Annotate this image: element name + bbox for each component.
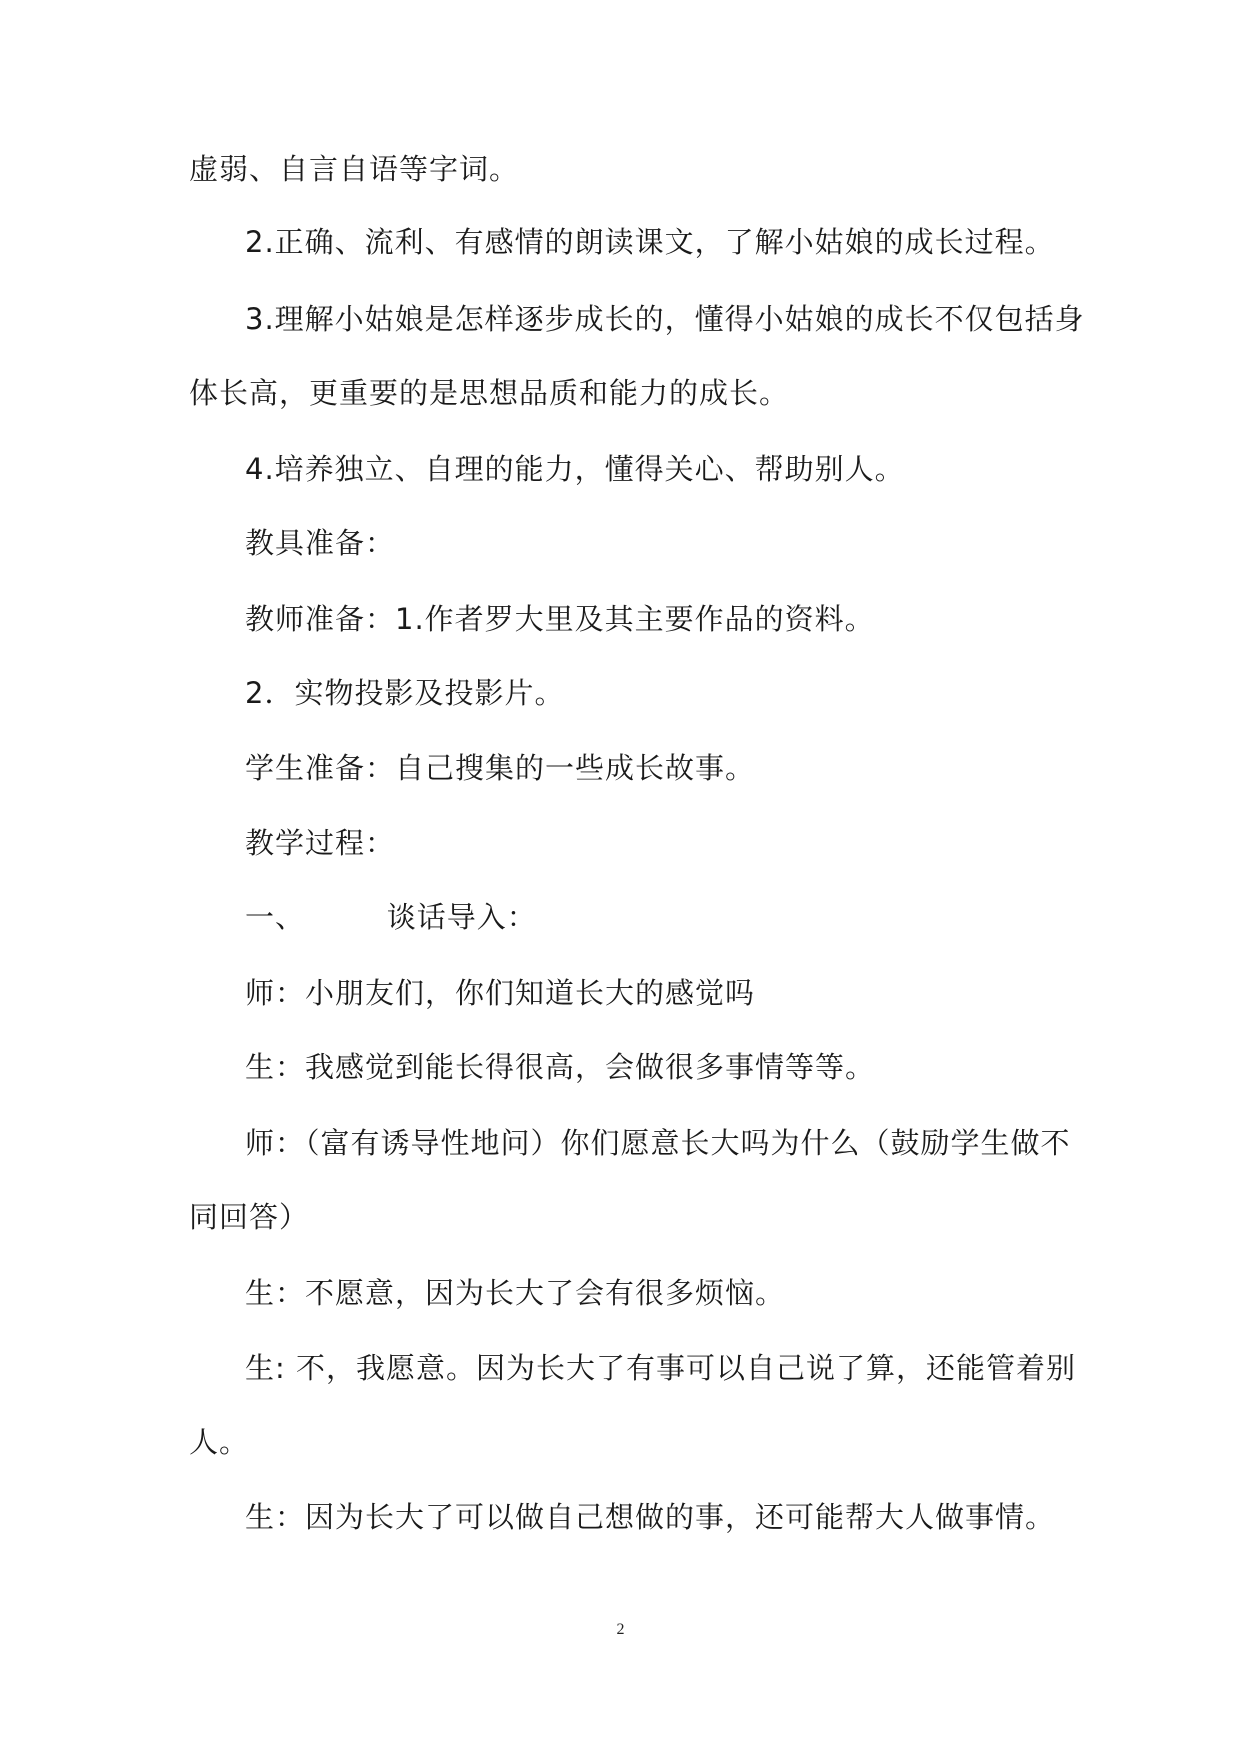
text-line: 生：因为长大了可以做自己想做的事，还可能帮大人做事情。 (245, 1500, 1056, 1534)
text-line: 2．实物投影及投影片。 (245, 676, 565, 710)
text-line: 2.正确、流利、有感情的朗读课文，了解小姑娘的成长过程。 (245, 225, 1055, 259)
text-line: 生：不愿意，因为长大了会有很多烦恼。 (245, 1276, 786, 1310)
text-line: 学生准备：自己搜集的一些成长故事。 (245, 751, 756, 785)
text-line: 教学过程： (245, 826, 396, 860)
text-line: 同回答） (189, 1200, 310, 1234)
text-line: 教具准备： (245, 526, 396, 560)
text-line: 虚弱、自言自语等字词。 (189, 152, 520, 186)
text-line: 人。 (189, 1425, 250, 1459)
text-line: 师：小朋友们，你们知道长大的感觉吗 (245, 976, 756, 1010)
text-line: 师：（富有诱导性地问）你们愿意长大吗为什么（鼓励学生做不 (245, 1126, 1071, 1160)
text-line: 生: 不，我愿意。因为长大了有事可以自己说了算，还能管着别 (245, 1351, 1076, 1385)
text-line: 教师准备：1.作者罗大里及其主要作品的资料。 (245, 602, 875, 636)
section-heading: 一、 谈话导入： (245, 900, 537, 934)
text-line: 4.培养独立、自理的能力，懂得关心、帮助别人。 (245, 452, 905, 486)
text-line: 3.理解小姑娘是怎样逐步成长的，懂得小姑娘的成长不仅包括身 (245, 302, 1085, 336)
page-number: 2 (616, 1621, 625, 1638)
text-line: 生：我感觉到能长得很高，会做很多事情等等。 (245, 1050, 876, 1084)
text-line: 体长高，更重要的是思想品质和能力的成长。 (189, 376, 790, 410)
